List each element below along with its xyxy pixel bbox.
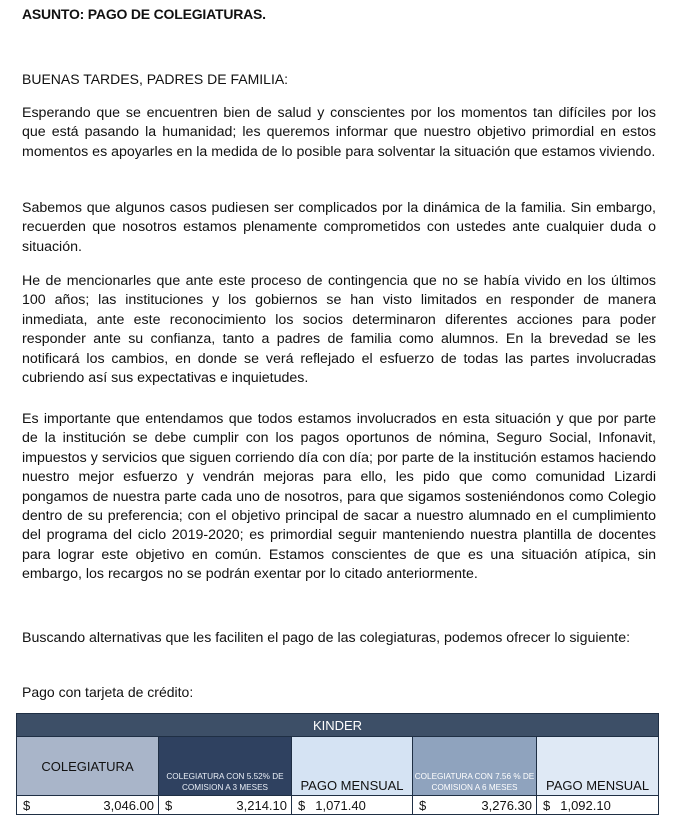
- cell-option-6: [413, 796, 537, 815]
- value-monthly-6: 1,092.10: [560, 797, 611, 813]
- subject-line: ASUNTO: PAGO DE COLEGIATURAS.: [22, 6, 266, 22]
- kinder-fee-table: [16, 713, 659, 815]
- value-option-6: 3,276.30: [481, 797, 532, 813]
- currency-symbol: $: [23, 797, 31, 813]
- credit-card-label: Pago con tarjeta de crédito:: [22, 684, 194, 700]
- cell-monthly-6: [537, 796, 659, 815]
- paragraph-4: Es importante que entendamos que todos estamos involucrados en esta situación y que por parte de la institución se debe cumplir con los pagos oportunos de nómina, Seguro Social, Infonavit, impuestos y servicios que siguen corriendo día con día; por parte de la institución estamos haciendo nuestro mejor esfuerzo y vendrán mejoras para ello, les pido que como comunidad Lizardi pongamos de nuestra parte cada uno de nosotros, para que sigamos sosteniéndonos como Colegio dentro de su preferencia; con el objetivo principal de sacar a nuestro alumnado en el cumplimiento del programa del ciclo 2019-2020; es primordial seguir manteniendo nuestra plantilla de docentes para lograr este objetivo en común. Estamos conscientes de que es una situación atípica, sin embargo, los recargos no se podrán exentar por lo citado anteriormente.: [22, 411, 656, 583]
- header-colegiatura: COLEGIATURA: [17, 737, 159, 796]
- value-colegiatura: 3,046.00: [103, 797, 154, 813]
- currency-symbol: $: [165, 797, 173, 813]
- header-monthly-3: PAGO MENSUAL: [292, 737, 413, 796]
- table-title: KINDER: [17, 714, 659, 737]
- cell-option-3: [159, 796, 292, 815]
- table-row: [17, 796, 659, 815]
- paragraph-2: Sabemos que algunos casos pudiesen ser complicados por la dinámica de la familia. Sin embargo, recuerden que nosotros estamos plenamente comprometidos con ustedes ante cualquier duda o situación.: [22, 200, 656, 255]
- paragraph-5: Buscando alternativas que les faciliten el pago de las colegiaturas, podemos ofrecer lo siguiente:: [22, 630, 631, 646]
- currency-symbol: $: [543, 797, 551, 813]
- paragraph-1: Esperando que se encuentren bien de salud y conscientes por los momentos tan difíciles por los que está pasando la humanidad; les queremos informar que nuestro objetivo primordial en estos momentos es apoyarles en la medida de lo posible para solventar la situación que estamos viviendo.: [22, 105, 656, 160]
- greeting: BUENAS TARDES, PADRES DE FAMILIA:: [22, 71, 289, 87]
- value-monthly-3: 1,071.40: [315, 797, 366, 813]
- currency-symbol: $: [419, 797, 427, 813]
- header-option-6-months: COLEGIATURA CON 7.56 % DE COMISION A 6 MESES: [413, 737, 537, 796]
- currency-symbol: $: [298, 797, 306, 813]
- header-option-3-months: COLEGIATURA CON 5.52% DE COMISION A 3 MESES: [159, 737, 292, 796]
- cell-monthly-3: [292, 796, 413, 815]
- cell-colegiatura: [17, 796, 159, 815]
- header-monthly-6: PAGO MENSUAL: [537, 737, 659, 796]
- paragraph-3: He de mencionarles que ante este proceso de contingencia que no se había vivido en los últimos 100 años; las instituciones y los gobiernos se han visto limitados en responder de manera inmediata, ante este reconocimiento los socios determinaron diferentes acciones para poder responder ante su confianza, tanto a padres de familia como alumnos. En la brevedad se les notificará los cambios, en donde se verá reflejado el esfuerzo de todas las partes involucradas cubriendo así sus expectativas e inquietudes.: [22, 273, 656, 387]
- value-option-3: 3,214.10: [236, 797, 287, 813]
